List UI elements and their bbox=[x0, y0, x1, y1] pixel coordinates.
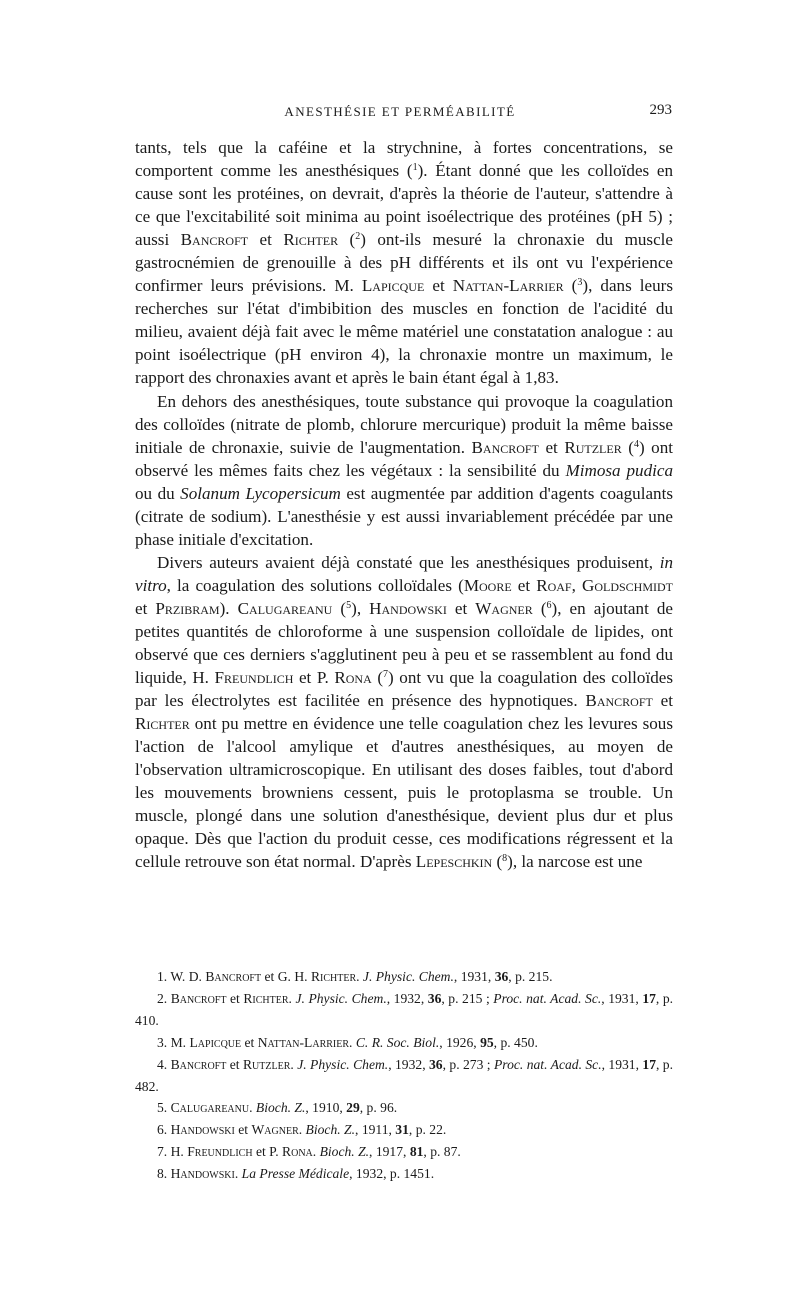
footnote bbox=[135, 1119, 673, 1141]
text-run: et bbox=[226, 1056, 243, 1072]
text-run: et bbox=[135, 598, 156, 618]
author-name: Wagner bbox=[475, 598, 533, 618]
italic-text: Proc. nat. Acad. Sc. bbox=[493, 990, 602, 1006]
author-name: Richter bbox=[135, 714, 190, 734]
author-name: Bancroft bbox=[170, 1056, 227, 1072]
text-run: , la coagulation des solutions colloïdales ( bbox=[166, 575, 464, 595]
paragraph bbox=[135, 551, 673, 874]
author-name: Rona bbox=[334, 668, 372, 688]
volume-number: 31 bbox=[395, 1122, 409, 1138]
author-name: Wagner bbox=[251, 1122, 299, 1138]
page-header bbox=[0, 100, 800, 124]
text-run: 1. W. D. bbox=[157, 969, 206, 984]
author-name: Bancroft bbox=[180, 230, 249, 250]
text-run: ont pu mettre en évidence une telle coagulation chez les levures sous l'action de l'alcool amylique et d'autres anesthésiques, au moyen de l'observation ultramicroscopique. En utilisant des doses faibles, tout d'abord les mouvements browniens cessent, puis le protoplasma se trouble. Un muscle, plongé dans une solution d'anesthésique, devient plus dur et plus opaque. Dès que l'action du produit cesse, ces modifications régressent et la cellule retrouve son état normal. D'après bbox=[135, 714, 673, 872]
body-text bbox=[135, 136, 673, 874]
text-run: , p. 450. bbox=[493, 1034, 538, 1050]
author-name: Handowski bbox=[170, 1166, 235, 1182]
author-name: Calugareanu bbox=[170, 1100, 250, 1116]
author-name: Lapicque bbox=[361, 276, 425, 296]
author-name: Handowski bbox=[170, 1122, 235, 1138]
text-run: et bbox=[226, 990, 244, 1006]
footnote bbox=[135, 1032, 673, 1054]
volume-number: 36 bbox=[494, 969, 509, 984]
author-name: Lepeschkin bbox=[415, 852, 493, 872]
author-name: Rutzler bbox=[242, 1056, 291, 1072]
italic-text: La Presse Médicale bbox=[241, 1166, 350, 1182]
text-run: et P. bbox=[252, 1144, 283, 1160]
italic-text: Bioch. Z. bbox=[319, 1144, 370, 1160]
text-run: , p. 482. bbox=[135, 1056, 673, 1094]
text-run: . bbox=[288, 990, 296, 1006]
text-run: . bbox=[249, 1100, 256, 1116]
footnote bbox=[135, 1163, 673, 1185]
italic-text: J. Physic. Chem. bbox=[297, 1056, 389, 1072]
footnote-ref: 2 bbox=[355, 231, 361, 243]
text-run: ( bbox=[406, 161, 413, 181]
text-run: ) ont vu que la coagulation des colloïdes par les électrolytes est facilitée en présence des hypnotiques. bbox=[135, 668, 673, 711]
author-name: Bancroft bbox=[585, 691, 653, 711]
footnote bbox=[135, 1054, 673, 1098]
author-name: Richter bbox=[283, 230, 339, 250]
text-run: ( bbox=[338, 230, 356, 250]
text-run: et G. H. bbox=[261, 969, 311, 984]
text-run: ( bbox=[532, 598, 547, 618]
text-run: , 1911, bbox=[355, 1122, 396, 1138]
text-run: et P. bbox=[293, 668, 335, 688]
footnote-ref: 7 bbox=[383, 669, 389, 681]
text-run: est augmentée par addition d'agents coagulants (citrate de sodium). L'anesthésie y est aussi invariablement précédée par une phase initiale d'excitation. bbox=[135, 483, 673, 549]
text-run: ), dans leurs recherches sur l'état d'imbibition des muscles en fonction de l'acidité du milieu, avaient déjà fait avec le même matériel une constatation analogue : au point isoélectrique (pH environ 4), la chronaxie montre un maximum, le rapport des chronaxies avant et après le bain étant égal à 1,83. bbox=[135, 276, 674, 388]
footnote bbox=[135, 1141, 673, 1163]
footnote bbox=[135, 1097, 673, 1119]
paragraph bbox=[135, 390, 673, 551]
author-name: Moore bbox=[463, 575, 512, 595]
text-run: 3. M. bbox=[157, 1034, 190, 1050]
text-run: , p. 215. bbox=[508, 969, 553, 984]
text-run: ( bbox=[371, 668, 384, 688]
italic-text: Solanum Lycopersicum bbox=[180, 483, 341, 503]
italic-text: C. R. Soc. Biol. bbox=[355, 1034, 440, 1050]
text-run: et bbox=[511, 575, 537, 595]
text-run: En dehors des anesthésiques, toute substance qui provoque la coagulation des colloïdes (nitrate de plomb, chlorure mercurique) produit la même baisse initiale de chronaxie, suivie de l'augmentation. bbox=[135, 391, 673, 457]
text-run: ) ont-ils mesuré la chronaxie du muscle gastrocnémien de grenouille à des pH différents et ils ont vu l'expérience confirmer leurs prévisions. M. bbox=[135, 230, 673, 296]
author-name: Richter bbox=[310, 969, 357, 984]
volume-number: 36 bbox=[429, 1056, 443, 1072]
footnotes bbox=[135, 966, 673, 1185]
italic-text: J. Physic. Chem. bbox=[295, 990, 387, 1006]
text-run: , 1931, bbox=[453, 969, 495, 984]
text-run: ) bbox=[417, 161, 424, 181]
text-run: , p. 87. bbox=[423, 1144, 461, 1160]
author-name: Bancroft bbox=[170, 990, 227, 1006]
text-run: Divers auteurs avaient déjà constaté que les anesthésiques produisent, bbox=[157, 552, 660, 572]
text-run: 5. bbox=[157, 1100, 171, 1116]
text-run: , 1931, bbox=[601, 990, 643, 1006]
italic-text: in vitro bbox=[135, 552, 673, 595]
author-name: Goldschmidt bbox=[582, 575, 674, 595]
italic-text: J. Physic. Chem. bbox=[362, 969, 454, 984]
footnote-ref: 8 bbox=[502, 853, 508, 865]
text-run: et bbox=[424, 276, 453, 296]
text-run: ou du bbox=[135, 483, 181, 503]
author-name: Handowski bbox=[369, 598, 447, 618]
text-run: , 1932, bbox=[388, 1056, 429, 1072]
author-name: Bancroft bbox=[471, 437, 539, 457]
text-run: . bbox=[290, 1056, 298, 1072]
text-run: . bbox=[298, 1122, 306, 1138]
text-run: , 1932, p. 1451. bbox=[349, 1166, 435, 1182]
footnote-ref: 5 bbox=[346, 599, 352, 611]
author-name: Rutzler bbox=[564, 437, 622, 457]
text-run: , 1910, bbox=[305, 1100, 347, 1116]
footnote bbox=[135, 988, 673, 1032]
author-name: Przibram bbox=[155, 598, 220, 618]
footnote-ref: 1 bbox=[412, 162, 418, 174]
text-run: ). bbox=[219, 598, 238, 618]
volume-number: 29 bbox=[346, 1100, 360, 1116]
text-run: ( bbox=[621, 437, 634, 457]
text-run: tants, tels que la caféine et la strychnine, à fortes concentrations, se comportent comme les anesthésiques bbox=[135, 138, 673, 181]
author-name: Lapicque bbox=[189, 1034, 242, 1050]
author-name: Nattan-Larrier bbox=[452, 276, 564, 296]
footnote-ref: 4 bbox=[633, 438, 639, 450]
text-run: 4. bbox=[157, 1056, 171, 1072]
author-name: Bancroft bbox=[205, 969, 262, 984]
author-name: Rona bbox=[282, 1144, 313, 1160]
text-run: ) ont observé les mêmes faits chez les végétaux : la sensibilité du bbox=[135, 437, 674, 480]
text-run: . bbox=[234, 1166, 242, 1182]
text-run: , 1917, bbox=[369, 1144, 410, 1160]
text-run: ), bbox=[351, 598, 370, 618]
text-run: , 1932, bbox=[386, 990, 428, 1006]
text-run: ), la narcose est une bbox=[507, 852, 643, 872]
volume-number: 81 bbox=[409, 1144, 424, 1160]
volume-number: 17 bbox=[642, 1056, 656, 1072]
text-run: , bbox=[571, 575, 582, 595]
text-run: . bbox=[349, 1034, 356, 1050]
text-run: . bbox=[312, 1144, 320, 1160]
author-name: Richter bbox=[243, 990, 289, 1006]
text-run: , p. 273 ; bbox=[442, 1056, 494, 1072]
text-run: et bbox=[538, 437, 565, 457]
author-name: Freundlich bbox=[214, 668, 294, 688]
text-run: et bbox=[234, 1122, 252, 1138]
text-run: 2. bbox=[157, 990, 171, 1006]
author-name: Calugareanu bbox=[237, 598, 333, 618]
text-run: 8. bbox=[157, 1166, 171, 1182]
author-name: Roaf bbox=[536, 575, 572, 595]
volume-number: 95 bbox=[480, 1034, 494, 1050]
paragraph bbox=[135, 136, 673, 390]
footnote bbox=[135, 966, 673, 988]
text-run: et bbox=[446, 598, 476, 618]
italic-text: Bioch. Z. bbox=[305, 1122, 356, 1138]
author-name: Freundlich bbox=[187, 1144, 253, 1160]
text-run: ( bbox=[563, 276, 578, 296]
text-run: ( bbox=[332, 598, 347, 618]
text-run: , p. 215 ; bbox=[441, 990, 494, 1006]
text-run: ( bbox=[492, 852, 503, 872]
italic-text: Proc. nat. Acad. Sc. bbox=[493, 1056, 602, 1072]
text-run: . bbox=[356, 969, 363, 984]
text-run: 7. H. bbox=[157, 1144, 188, 1160]
text-run: , p. 22. bbox=[408, 1122, 447, 1138]
volume-number: 36 bbox=[427, 990, 442, 1006]
text-run: 6. bbox=[157, 1122, 171, 1138]
italic-text: Mimosa pudica bbox=[565, 460, 673, 480]
italic-text: Bioch. Z. bbox=[255, 1100, 306, 1116]
text-run: , 1931, bbox=[601, 1056, 643, 1072]
text-run: et bbox=[248, 230, 284, 250]
running-title: ANESTHÉSIE ET PERMÉABILITÉ bbox=[284, 104, 516, 119]
text-run: et bbox=[241, 1034, 258, 1050]
text-run: , 1926, bbox=[439, 1034, 481, 1050]
footnote-ref: 6 bbox=[546, 599, 552, 611]
text-run: ), en ajoutant de petites quantités de chloroforme à une suspension colloïdale de lipides, ont observé que ces derniers s'agglutinent peu à peu et se rassemblent au fond du liquide, H. bbox=[135, 598, 674, 688]
text-run: , p. 96. bbox=[359, 1100, 398, 1116]
text-run: , p. 410. bbox=[135, 990, 674, 1028]
volume-number: 17 bbox=[642, 990, 656, 1006]
author-name: Nattan-Larrier bbox=[257, 1034, 350, 1050]
text-run: et bbox=[652, 691, 673, 711]
text-run: . Étant donné que les colloïdes en cause sont les protéines, on devrait, d'après la théorie de l'auteur, s'attendre à ce que l'excitabilité soit minima au point isoélectrique des protéines (pH 5) ; aussi bbox=[135, 161, 674, 250]
footnote-ref: 3 bbox=[577, 277, 583, 289]
page-number: 293 bbox=[649, 102, 672, 118]
